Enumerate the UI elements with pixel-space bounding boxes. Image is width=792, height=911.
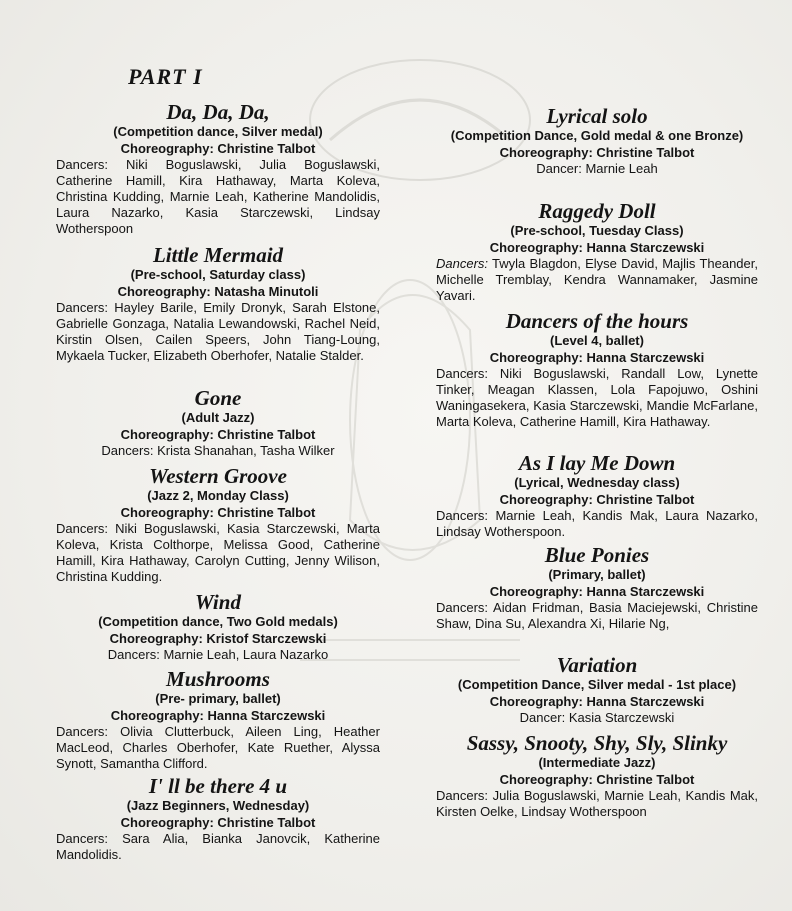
- piece-title: Raggedy Doll: [538, 199, 656, 223]
- dancers-names: Julia Boguslawski, Marnie Leah, Kandis Mak, Kirsten Oelke, Lindsay Wotherspoon: [436, 788, 758, 819]
- piece-dancers: [436, 256, 758, 304]
- piece-dancers: [436, 788, 758, 820]
- piece-title: Mushrooms: [166, 667, 270, 691]
- dancers-label: Dancer:: [536, 161, 582, 176]
- dancers-label: Dancers:: [436, 508, 489, 523]
- piece-dancers: [56, 647, 380, 663]
- dancers-label: Dancers:: [101, 443, 154, 458]
- dancers-names: Sara Alia, Bianka Janovcik, Katherine Mandolidis.: [56, 831, 380, 862]
- piece-info: (Competition dance, Two Gold medals): [98, 614, 338, 629]
- piece-title: Gone: [194, 386, 242, 410]
- piece-info: (Pre-school, Tuesday Class): [510, 223, 684, 238]
- piece-choreography: Choreography: Christine Talbot: [120, 504, 316, 520]
- piece-choreography: Choreography: Hanna Starczewski: [489, 693, 705, 709]
- dancers-names: Marnie Leah, Laura Nazarko: [163, 647, 329, 662]
- piece-choreography: Choreography: Christine Talbot: [499, 144, 695, 160]
- piece-title: Blue Ponies: [544, 543, 650, 567]
- dancers-label: Dancer:: [519, 710, 566, 725]
- piece: [436, 543, 758, 632]
- dancers-label: Dancers:: [436, 600, 489, 615]
- dancers-label: Dancers:: [56, 724, 109, 739]
- piece-choreography: Choreography: Hanna Starczewski: [489, 239, 705, 255]
- piece-title: Wind: [195, 590, 241, 614]
- piece-title: Sassy, Snooty, Shy, Sly, Slinky: [466, 731, 728, 755]
- dancers-label: Dancers:: [56, 521, 109, 536]
- piece-info: (Competition dance, Silver medal): [113, 124, 323, 139]
- piece-dancers: [56, 300, 380, 364]
- piece-title: Da, Da, Da,: [166, 100, 270, 124]
- piece-choreography: Choreography: Christine Talbot: [499, 491, 695, 507]
- dancers-names: Niki Boguslawski, Randall Low, Lynette Tinker, Meagan Klassen, Lola Fapojuwo, Oshini Waningasekera, Kasia Starczewski, Mandie McFarlane, Marta Koleva, Catherine Hamill, Kira Hathaway.: [436, 366, 758, 429]
- piece: [436, 451, 758, 540]
- piece-choreography: Choreography: Christine Talbot: [120, 426, 316, 442]
- dancers-names: Marnie Leah: [585, 161, 658, 176]
- dancers-names: Marnie Leah, Kandis Mak, Laura Nazarko, Lindsay Wotherspoon.: [436, 508, 758, 539]
- dancers-label: Dancers:: [107, 647, 160, 662]
- piece-info: (Primary, ballet): [548, 567, 646, 582]
- piece: [436, 731, 758, 820]
- piece-title: Little Mermaid: [152, 243, 284, 267]
- piece-choreography: Choreography: Kristof Starczewski: [109, 630, 327, 646]
- piece: [56, 464, 380, 585]
- dancers-names: Krista Shanahan, Tasha Wilker: [157, 443, 335, 458]
- piece-title: Dancers of the hours: [505, 309, 689, 333]
- dancers-label: Dancers:: [56, 300, 109, 315]
- piece-title: Lyrical solo: [546, 104, 648, 128]
- dancers-names: Hayley Barile, Emily Dronyk, Sarah Elstone, Gabrielle Gonzaga, Natalia Lewandowski, Rachel Neid, Kirstin Olsen, Cailen Speers, John Tiang-Loung, Mykaela Tucker, Elizabeth Oberhofer, Natalie Stalder.: [56, 300, 380, 363]
- piece-choreography: Choreography: Christine Talbot: [120, 140, 316, 156]
- piece-info: (Jazz Beginners, Wednesday): [126, 798, 310, 813]
- piece-choreography: Choreography: Hanna Starczewski: [110, 707, 326, 723]
- piece-choreography: Choreography: Hanna Starczewski: [489, 583, 705, 599]
- piece-dancers: [436, 366, 758, 430]
- piece-dancers: [56, 157, 380, 237]
- piece-dancers: [436, 508, 758, 540]
- piece-dancers: [56, 521, 380, 585]
- piece: [56, 386, 380, 459]
- piece-info: (Level 4, ballet): [550, 333, 644, 348]
- dancers-label: Dancers:: [436, 366, 489, 381]
- piece-title: I' ll be there 4 u: [148, 774, 288, 798]
- piece-title: Western Groove: [149, 464, 287, 488]
- dancers-names: Olivia Clutterbuck, Aileen Ling, Heather MacLeod, Charles Oberhofer, Kate Ruether, Alyssa Synott, Samantha Clifford.: [56, 724, 380, 771]
- piece-dancers: [436, 161, 758, 177]
- part-title: PART I: [128, 64, 203, 89]
- piece: [56, 774, 380, 863]
- dancers-names: Niki Boguslawski, Julia Boguslawski, Catherine Hamill, Kira Hathaway, Marta Koleva, Christina Kudding, Marnie Leah, Katherine Mandolidis, Laura Nazarko, Kasia Starczewski, Lindsay Wotherspoon: [56, 157, 380, 236]
- piece-dancers: [56, 831, 380, 863]
- piece-info: (Pre- primary, ballet): [155, 691, 281, 706]
- piece: [56, 667, 380, 772]
- piece-info: (Competition Dance, Silver medal - 1st place): [457, 677, 737, 692]
- piece-dancers: [436, 710, 758, 726]
- piece-info: (Intermediate Jazz): [538, 755, 656, 770]
- piece: [436, 309, 758, 430]
- piece-title: As I lay Me Down: [518, 451, 676, 475]
- piece: [56, 243, 380, 364]
- piece: [56, 100, 380, 237]
- piece-dancers: [56, 443, 380, 459]
- piece: [436, 104, 758, 177]
- piece-info: (Adult Jazz): [181, 410, 255, 425]
- piece-title: Variation: [556, 653, 638, 677]
- dancers-names: Kasia Starczewski: [568, 710, 675, 725]
- piece-info: (Competition Dance, Gold medal & one Bronze): [450, 128, 744, 143]
- piece-info: (Pre-school, Saturday class): [130, 267, 306, 282]
- piece-dancers: [56, 724, 380, 772]
- piece-choreography: Choreography: Natasha Minutoli: [117, 283, 319, 299]
- dancers-label: Dancers:: [436, 256, 489, 271]
- dancers-label: Dancers:: [56, 831, 109, 846]
- dancers-label: Dancers:: [56, 157, 109, 172]
- piece-choreography: Choreography: Christine Talbot: [499, 771, 695, 787]
- dancers-names: Aidan Fridman, Basia Maciejewski, Christine Shaw, Dina Su, Alexandra Xi, Hilarie Ng,: [436, 600, 758, 631]
- piece-info: (Lyrical, Wednesday class): [514, 475, 680, 490]
- piece-info: (Jazz 2, Monday Class): [147, 488, 289, 503]
- piece: [436, 653, 758, 726]
- piece-dancers: [436, 600, 758, 632]
- piece: [436, 199, 758, 304]
- dancers-label: Dancers:: [436, 788, 489, 803]
- piece: [56, 590, 380, 663]
- dancers-names: Twyla Blagdon, Elyse David, Majlis Theander, Michelle Tremblay, Kendra Wannamaker, Jasmine Yavari.: [436, 256, 758, 303]
- piece-choreography: Choreography: Hanna Starczewski: [489, 349, 705, 365]
- piece-choreography: Choreography: Christine Talbot: [120, 814, 316, 830]
- dancers-names: Niki Boguslawski, Kasia Starczewski, Marta Koleva, Krista Colthorpe, Melissa Good, Catherine Hamill, Kira Hathaway, Carolyn Cutting, Jenny Wilison, Christina Kudding.: [56, 521, 380, 584]
